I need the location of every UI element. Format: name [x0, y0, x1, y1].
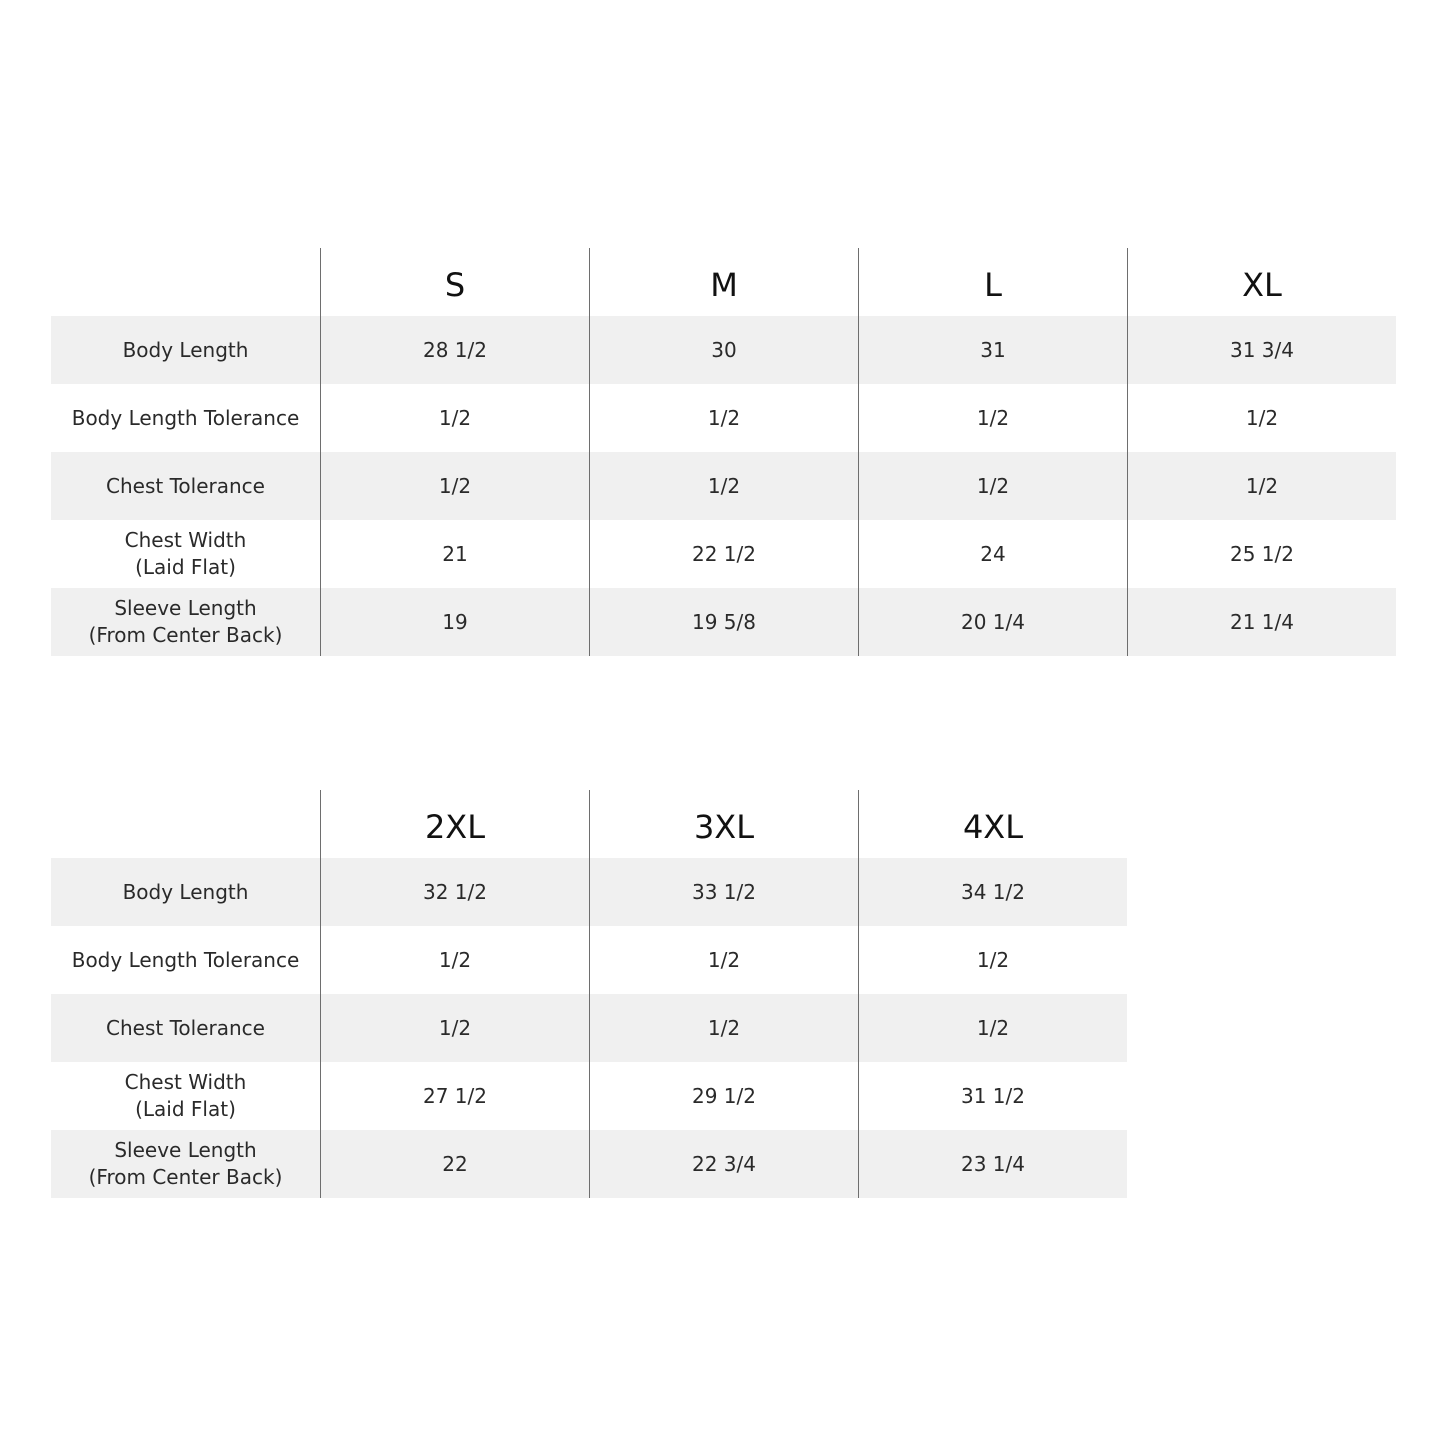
measurement-value: 1/2 — [320, 926, 589, 994]
measurement-value: 1/2 — [858, 384, 1127, 452]
measurement-value: 32 1/2 — [320, 858, 589, 926]
header-corner-blank — [51, 248, 320, 316]
measurement-value: 1/2 — [320, 384, 589, 452]
size-header: 4XL — [858, 790, 1127, 858]
size-chart-table-s-to-xl — [51, 248, 1396, 656]
measurement-label: Body Length Tolerance — [71, 405, 300, 430]
measurement-value: 31 — [858, 316, 1127, 384]
size-header: 3XL — [589, 790, 858, 858]
measurement-value: 30 — [589, 316, 858, 384]
measurement-value: 22 3/4 — [589, 1130, 858, 1198]
measurement-value: 1/2 — [320, 452, 589, 520]
measurement-value: 31 1/2 — [858, 1062, 1127, 1130]
measurement-value: 22 — [320, 1130, 589, 1198]
measurement-value: 19 — [320, 588, 589, 656]
measurement-value: 20 1/4 — [858, 588, 1127, 656]
measurement-value: 1/2 — [1127, 384, 1396, 452]
size-chart-table-2xl-to-4xl — [51, 790, 1127, 1198]
measurement-label: Body Length — [51, 316, 320, 384]
measurement-value: 23 1/4 — [858, 1130, 1127, 1198]
measurement-value: 28 1/2 — [320, 316, 589, 384]
measurement-value: 1/2 — [858, 994, 1127, 1062]
size-header: XL — [1127, 248, 1396, 316]
size-header: S — [320, 248, 589, 316]
measurement-value: 1/2 — [1127, 452, 1396, 520]
measurement-value: 33 1/2 — [589, 858, 858, 926]
measurement-label: Chest Width (Laid Flat) — [124, 528, 247, 579]
measurement-label: Sleeve Length (From Center Back) — [51, 588, 320, 656]
measurement-label: Chest Width (Laid Flat) — [124, 1070, 247, 1121]
size-header: M — [589, 248, 858, 316]
measurement-value: 24 — [858, 520, 1127, 588]
measurement-value: 1/2 — [589, 994, 858, 1062]
measurement-value: 21 — [320, 520, 589, 588]
measurement-value: 27 1/2 — [320, 1062, 589, 1130]
measurement-value: 1/2 — [320, 994, 589, 1062]
measurement-value: 25 1/2 — [1127, 520, 1396, 588]
measurement-value: 21 1/4 — [1127, 588, 1396, 656]
measurement-value: 31 3/4 — [1127, 316, 1396, 384]
measurement-value: 1/2 — [858, 926, 1127, 994]
measurement-value: 1/2 — [858, 452, 1127, 520]
size-header: 2XL — [320, 790, 589, 858]
measurement-label: Chest Tolerance — [51, 994, 320, 1062]
measurement-value: 1/2 — [589, 384, 858, 452]
measurement-value: 22 1/2 — [589, 520, 858, 588]
measurement-value: 29 1/2 — [589, 1062, 858, 1130]
measurement-value: 34 1/2 — [858, 858, 1127, 926]
measurement-value: 1/2 — [589, 452, 858, 520]
header-corner-blank — [51, 790, 320, 858]
measurement-label: Sleeve Length (From Center Back) — [51, 1130, 320, 1198]
measurement-label: Body Length — [51, 858, 320, 926]
measurement-value: 1/2 — [589, 926, 858, 994]
measurement-label: Chest Tolerance — [51, 452, 320, 520]
measurement-value: 19 5/8 — [589, 588, 858, 656]
size-header: L — [858, 248, 1127, 316]
measurement-label: Body Length Tolerance — [71, 947, 300, 972]
